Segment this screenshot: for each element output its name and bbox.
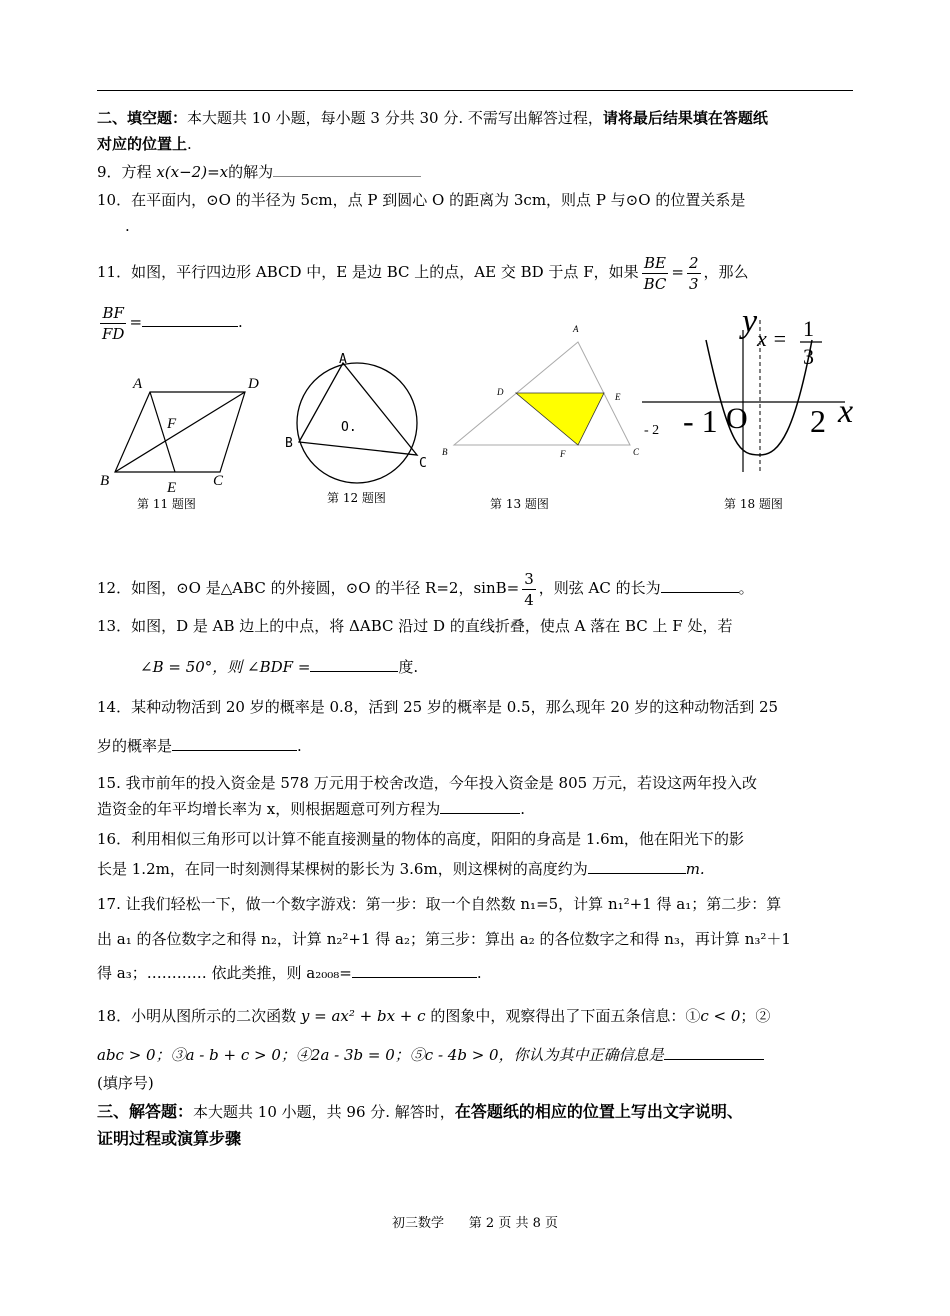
fig13-label-c: C xyxy=(633,447,640,457)
q11-eq2: = xyxy=(129,313,143,331)
q17-answer-blank[interactable] xyxy=(352,963,477,978)
fig11-label-e: E xyxy=(167,480,177,496)
q11-answer-blank[interactable] xyxy=(142,312,238,327)
q12-text: 12．如图，⊙O 是△ABC 的外接圆，⊙O 的半径 R=2，sinB= xyxy=(97,579,520,597)
q11-frac-bf-fd: $\frac{BF}{FD}$ xyxy=(102,303,125,343)
q11-end: . xyxy=(238,313,243,331)
fig13-label-d: D xyxy=(497,387,504,397)
section2-intro: 本大题共 10 小题，每小题 3 分共 30 分. 不需写出解答过程， xyxy=(187,109,603,127)
q12-frac-3-4: $\frac{3}{4}$ xyxy=(524,569,534,609)
question-17-line1 xyxy=(97,893,781,915)
question-16-cont xyxy=(97,858,705,880)
q16-cont: 长是 1.2m，在同一时刻测得某棵树的影长为 3.6m，则这棵树的高度约为 xyxy=(97,860,588,878)
q13-text: 13．如图，D 是 AB 边上的中点，将 ΔABC 沿过 D 的直线折叠，使点 A 落在 BC 上 F 处，若 xyxy=(97,617,733,635)
question-14 xyxy=(97,696,778,718)
figure-11-parallelogram xyxy=(95,370,275,500)
q10-cont: . xyxy=(125,217,130,235)
question-17-line3 xyxy=(97,962,482,984)
q9-equation: x(x−2)=x xyxy=(156,163,229,181)
q14-cont: 岁的概率是 xyxy=(97,737,173,755)
section2-emph-a: 请将最后结果填在答题纸 xyxy=(602,109,768,127)
section3-l2: 证明过程或演算步骤 xyxy=(97,1129,242,1148)
top-rule xyxy=(97,90,853,91)
q15-answer-blank[interactable] xyxy=(440,799,520,814)
fig11-label-d: D xyxy=(248,376,259,392)
footer-subject: 初三数学 xyxy=(391,1216,444,1231)
q18-function: y = ax² + bx + c xyxy=(300,1007,426,1025)
fig18-label-y: y xyxy=(742,303,758,340)
question-10-cont xyxy=(125,215,130,237)
q11-text: 11．如图，平行四边形 ABCD 中，E 是边 BC 上的点，AE 交 BD 于点 F，如果 xyxy=(97,263,639,281)
question-11 xyxy=(97,250,749,294)
q16-text: 16．利用相似三角形可以计算不能直接测量的物体的高度，阳阳的身高是 1.6m，他在阳光下的影 xyxy=(97,830,744,848)
q18-l3: (填序号) xyxy=(97,1074,154,1092)
q18-l2: abc > 0；③a - b + c > 0；④2a - 3b = 0；⑤c - 4b > 0，你认为其中正确信息是 xyxy=(97,1046,664,1064)
q18-answer-blank[interactable] xyxy=(664,1045,764,1060)
section2-heading-line2 xyxy=(97,133,192,155)
fig13-label-a: A xyxy=(573,324,579,334)
question-15-cont xyxy=(97,798,525,820)
q17-l2: 出 a₁ 的各位数字之和得 n₂，计算 n₂²+1 得 a₂；第三步：算出 a₂ 的各位数字之和得 n₃，再计算 n₃²＋1 xyxy=(97,930,791,948)
fig18-label-axis: x = xyxy=(757,326,788,351)
section2-end: . xyxy=(187,135,192,153)
question-12 xyxy=(97,566,754,610)
question-9 xyxy=(97,161,421,183)
question-15 xyxy=(97,772,757,794)
fig12-label-o: O. xyxy=(341,420,357,435)
figure-12-circle xyxy=(285,345,435,495)
q9-num: 9．方程 xyxy=(97,163,152,181)
fig12-label-c: C xyxy=(419,456,427,471)
fig13-label-f: F xyxy=(560,449,566,459)
section3-emph: 在答题纸的相应的位置上写出文字说明、 xyxy=(454,1102,743,1121)
q13-end: 度. xyxy=(398,658,419,676)
figure-18-parabola xyxy=(640,300,870,475)
fig18-axis-den: 3 xyxy=(803,344,814,369)
q9-tail: 的解为 xyxy=(228,163,274,181)
question-11-cont xyxy=(97,300,243,344)
fig18-axis-num: 1 xyxy=(803,316,814,341)
question-14-cont xyxy=(97,735,302,757)
fig12-label-a: A xyxy=(339,352,347,367)
q12-end: 。 xyxy=(738,579,754,597)
q13-answer-blank[interactable] xyxy=(310,657,398,672)
q11-tail: ，那么 xyxy=(703,263,749,281)
fig18-label-o: O xyxy=(726,402,748,435)
fig13-label-b: B xyxy=(442,447,448,457)
q17-end: . xyxy=(476,964,482,982)
question-18-line1 xyxy=(97,1001,770,1031)
q13-cont: ∠B = 50°，则 ∠BDF = xyxy=(140,658,311,676)
question-10 xyxy=(97,189,745,211)
fig18-label-neg1: - 1 xyxy=(683,403,718,439)
fig12-caption: 第 12 题图 xyxy=(327,491,386,505)
q14-end: . xyxy=(297,737,302,755)
fig11-label-a: A xyxy=(133,376,143,392)
fig12-label-b: B xyxy=(285,436,293,451)
fig18-label-neg2: - 2 xyxy=(644,423,660,438)
q12-answer-blank[interactable] xyxy=(661,578,739,593)
q14-answer-blank[interactable] xyxy=(172,736,297,751)
question-16 xyxy=(97,828,744,850)
q17-l1: 17. 让我们轻松一下，做一个数字游戏：第一步：取一个自然数 n₁=5，计算 n₁²+1 得 a₁；第二步：算 xyxy=(97,895,782,913)
section3-intro: 本大题共 10 小题，共 96 分. 解答时， xyxy=(193,1103,455,1121)
question-17-line2 xyxy=(97,928,791,950)
fig11-label-c: C xyxy=(213,473,224,489)
fig11-caption: 第 11 题图 xyxy=(137,497,196,511)
section3-heading: 三、解答题： xyxy=(97,1102,194,1121)
fig18-label-x: x xyxy=(838,393,854,430)
fig11-label-b: B xyxy=(100,473,110,489)
q18-l1b: 的图象中，观察得出了下面五条信息：① xyxy=(430,1007,701,1025)
q15-cont: 造资金的年平均增长率为 x，则根据题意可列方程为 xyxy=(97,800,441,818)
q18-l1c: ；② xyxy=(740,1007,771,1025)
q10-text: 10．在平面内，⊙O 的半径为 5cm，点 P 到圆心 O 的距离为 3cm，则点 P 与⊙O 的位置关系是 xyxy=(97,191,746,209)
q11-frac-be-bc: $\frac{BE}{BC}$ xyxy=(643,253,667,293)
fig18-caption: 第 18 题图 xyxy=(724,497,783,511)
q9-answer-blank[interactable] xyxy=(273,162,421,177)
q16-end: m. xyxy=(685,860,705,878)
q14-text: 14．某种动物活到 20 岁的概率是 0.8，活到 25 岁的概率是 0.5，那么现年 20 岁的这种动物活到 25 xyxy=(97,698,779,716)
figure-13-triangle xyxy=(440,320,650,465)
question-18-line3 xyxy=(97,1072,154,1094)
q16-answer-blank[interactable] xyxy=(588,859,686,874)
fig13-fold-shape xyxy=(516,393,604,445)
q18-l1: 18．小明从图所示的二次函数 xyxy=(97,1007,297,1025)
fig18-label-2: 2 xyxy=(810,403,826,439)
section2-heading: 二、填空题： xyxy=(97,109,188,127)
section3-heading-line xyxy=(97,1101,743,1123)
section2-emph-b: 对应的位置上 xyxy=(97,135,188,153)
footer-page: 第 2 页 共 8 页 xyxy=(468,1216,559,1231)
q17-l3: 得 a₃；………… 依此类推，则 a₂₀₀₈= xyxy=(97,964,352,982)
section3-heading-line2 xyxy=(97,1128,241,1150)
question-13 xyxy=(97,615,732,637)
question-13-cont xyxy=(140,656,418,678)
q18-condition-1: c < 0 xyxy=(700,1007,741,1025)
page-footer xyxy=(0,1212,950,1231)
q15-end: . xyxy=(520,800,526,818)
question-18-line2 xyxy=(97,1044,764,1066)
section2-heading-line xyxy=(97,107,768,129)
q11-eq: = xyxy=(671,263,684,281)
q12-tail: ，则弦 AC 的长为 xyxy=(538,579,661,597)
fig13-label-e: E xyxy=(615,392,621,402)
q15-text: 15. 我市前年的投入资金是 578 万元用于校舍改造，今年投入资金是 805 万元，若设这两年投入改 xyxy=(97,774,757,792)
q11-frac-2-3: $\frac{2}{3}$ xyxy=(688,253,699,293)
fig11-label-f: F xyxy=(167,416,177,432)
fig13-caption: 第 13 题图 xyxy=(490,497,549,511)
